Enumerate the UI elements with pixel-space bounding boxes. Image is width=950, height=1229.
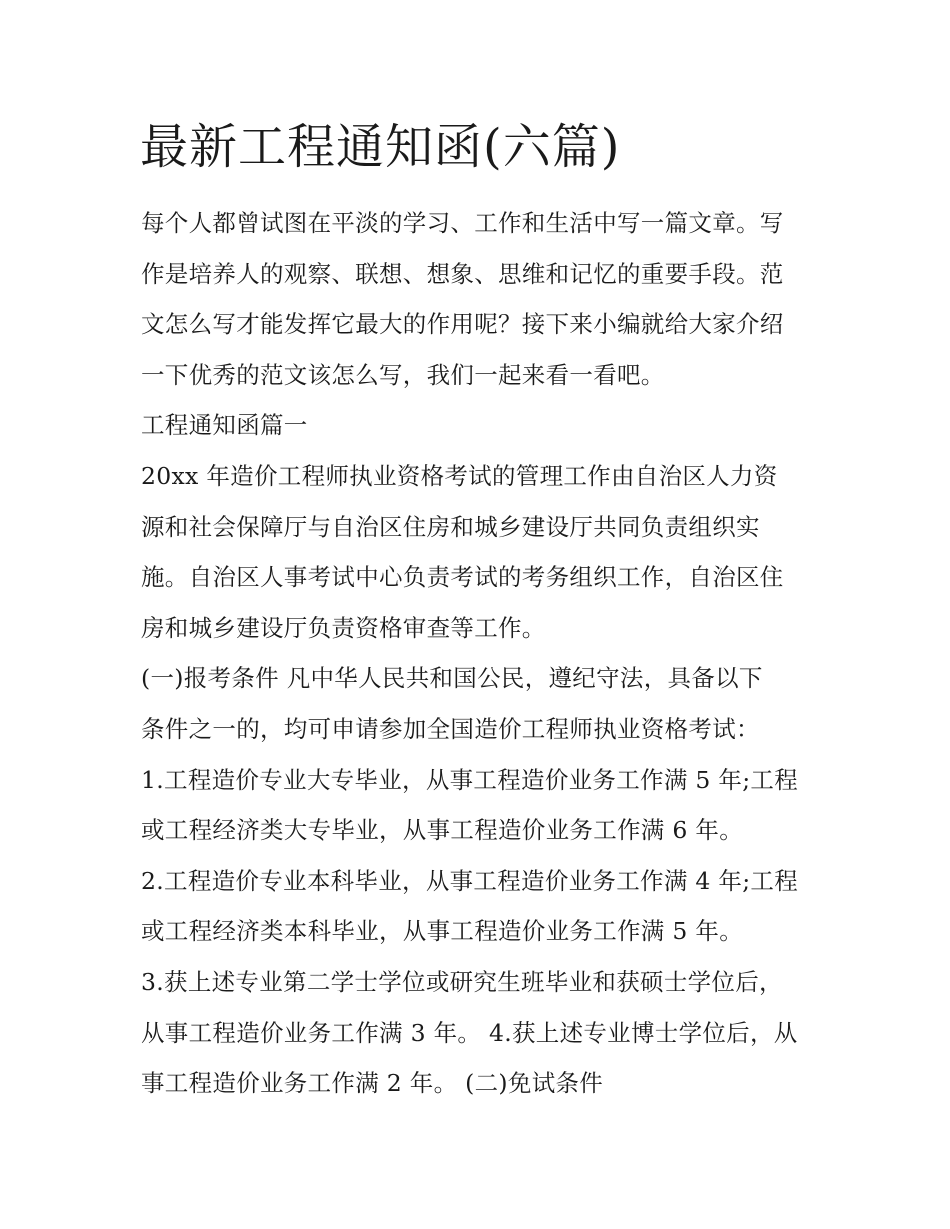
body-line: 事工程造价业务工作满 2 年。 (二)免试条件	[141, 1069, 604, 1098]
document-body	[141, 198, 813, 1109]
body-line: 源和社会保障厅与自治区住房和城乡建设厅共同负责组织实	[141, 512, 760, 541]
body-line: 一下优秀的范文该怎么写，我们一起来看一看吧。	[141, 360, 665, 389]
body-line: (一)报考条件 凡中华人民共和国公民，遵纪守法，具备以下	[141, 664, 763, 693]
body-line: 3.获上述专业第二学士学位或研究生班毕业和获硕士学位后，	[141, 967, 783, 996]
body-line: 1.工程造价专业大专毕业，从事工程造价业务工作满 5 年;工程	[141, 765, 799, 794]
section-heading: 工程通知函篇一	[141, 411, 308, 440]
body-line: 作是培养人的观察、联想、想象、思维和记忆的重要手段。范	[141, 259, 784, 288]
body-line: 从事工程造价业务工作满 3 年。 4.获上述专业博士学位后，从	[141, 1018, 798, 1047]
body-line: 或工程经济类本科毕业，从事工程造价业务工作满 5 年。	[141, 917, 743, 946]
body-line: 20xx 年造价工程师执业资格考试的管理工作由自治区人力资	[141, 461, 778, 490]
body-line: 文怎么写才能发挥它最大的作用呢？接下来小编就给大家介绍	[141, 310, 784, 339]
body-line: 条件之一的，均可申请参加全国造价工程师执业资格考试：	[141, 714, 760, 743]
body-line: 施。自治区人事考试中心负责考试的考务组织工作，自治区住	[141, 563, 784, 592]
body-line: 每个人都曾试图在平淡的学习、工作和生活中写一篇文章。写	[141, 209, 784, 237]
body-line: 2.工程造价专业本科毕业，从事工程造价业务工作满 4 年;工程	[141, 866, 799, 895]
body-line: 房和城乡建设厅负责资格审查等工作。	[141, 613, 546, 642]
document-title: 最新工程通知函(六篇)	[140, 119, 621, 175]
body-line: 或工程经济类大专毕业，从事工程造价业务工作满 6 年。	[141, 816, 743, 845]
